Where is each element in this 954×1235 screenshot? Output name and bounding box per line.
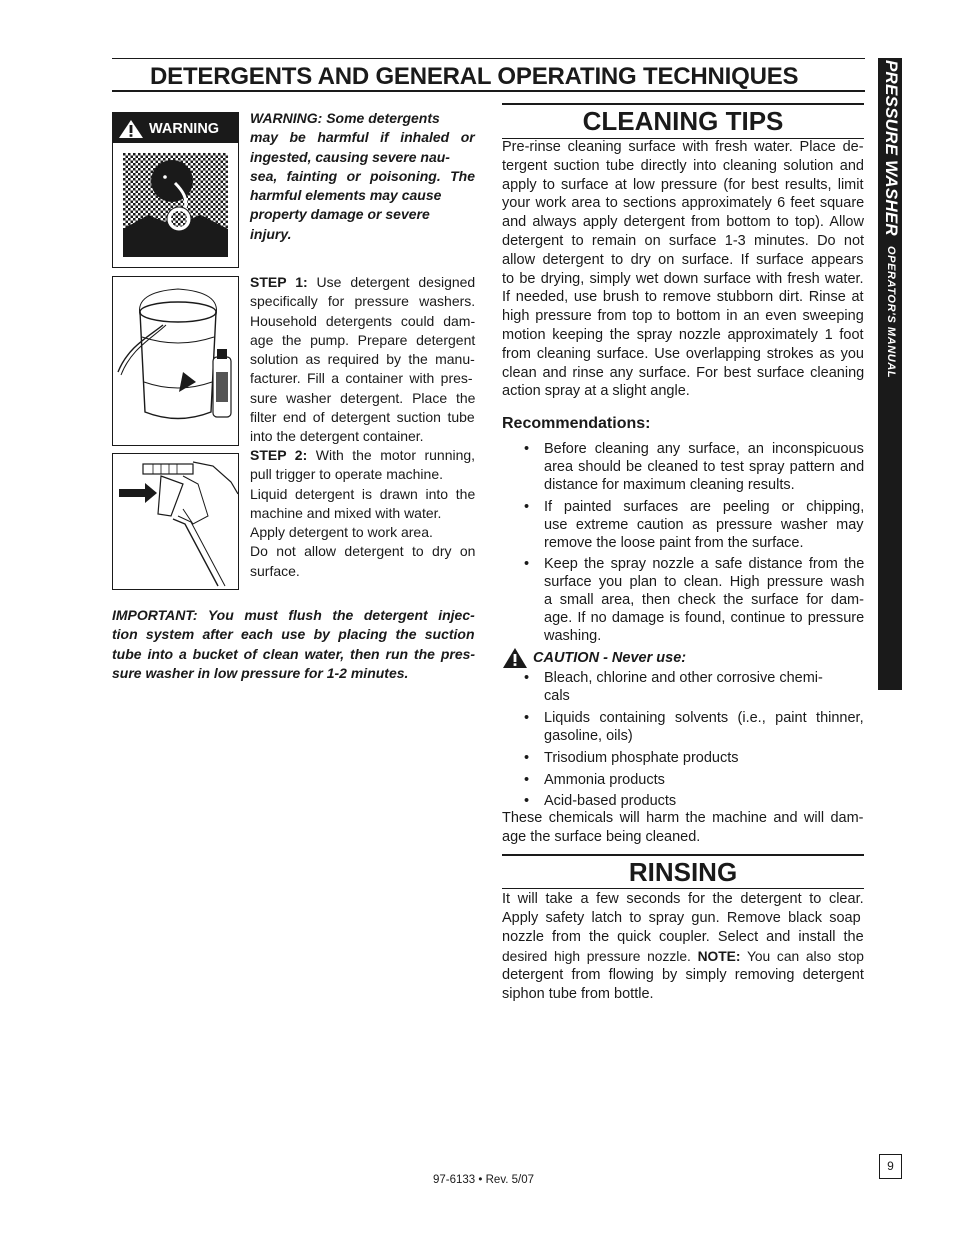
cleaning-tips-line: from cleaning surface. Use overlapping strokes as you xyxy=(502,345,864,362)
step-2-line: Do not allow detergent to dry on xyxy=(250,543,476,560)
spray-gun-illustration xyxy=(112,453,239,590)
list-item-line: surface you plan to clean. High pressure wash xyxy=(544,574,865,591)
list-item-line: a small area, then check the surface for dam- xyxy=(544,592,864,609)
list-item-line: cals xyxy=(544,687,570,704)
step-1-label: STEP 1: xyxy=(250,274,308,290)
step-1-text xyxy=(250,273,475,447)
list-item: • Ammonia products xyxy=(520,772,864,790)
spray-gun-icon xyxy=(113,454,238,589)
note-label: NOTE: xyxy=(697,949,741,964)
step-1-line: Use detergent designed xyxy=(307,274,476,290)
rinsing-line: desired high pressure nozzle. xyxy=(502,949,698,964)
step-2-line: Liquid detergent is drawn into the xyxy=(250,485,476,502)
warning-line: may be harmful if inhaled or xyxy=(250,129,475,146)
rinsing-line: detergent from flowing by simply removing detergent xyxy=(502,967,864,983)
side-tab-subtitle: OPERATOR'S MANUAL xyxy=(885,245,897,379)
list-item-line: use extreme caution as pressure washer may xyxy=(544,516,864,533)
rinsing-line: It will take a few seconds for the detergent to clear. xyxy=(502,891,864,907)
list-item: • Acid-based products xyxy=(520,793,864,811)
rinsing-line: siphon tube from bottle. xyxy=(502,986,654,1002)
cleaning-tips-line: your work area to sections approximately 6 feet square xyxy=(502,195,865,212)
chemicals-warning-text xyxy=(502,809,864,847)
cleaning-tips-line: Pre-rinse cleaning surface with fresh water. Place de- xyxy=(502,139,864,155)
step-2-label: STEP 2: xyxy=(250,447,308,463)
inhalation-hazard-icon xyxy=(113,143,238,267)
list-item-line: area should be cleaned to test spray pattern and xyxy=(544,458,865,475)
list-item-line: Bleach, chlorine and other corrosive chemi- xyxy=(544,670,823,686)
list-item: • Keep the spray nozzle a safe distance from the surface you plan to clean. High pressure wash a small area, then check the surface for dam- age. If no damage is found, continue to pressure washing. xyxy=(524,556,865,645)
list-item-line: If painted surfaces are peeling or chipping, xyxy=(544,498,865,515)
warning-pictogram xyxy=(112,112,239,268)
step-2-text xyxy=(250,446,475,581)
detergent-bucket-illustration xyxy=(112,276,239,446)
list-item-line: age. If no damage is found, continue to pressure xyxy=(544,610,865,627)
list-item: • If painted surfaces are peeling or chipping, use extreme caution as pressure washer may remove the loose paint from the surface. xyxy=(524,498,865,551)
rinsing-line: You can also stop xyxy=(740,949,864,964)
cleaning-tips-line: detergent to remain on surface 1-3 minutes. Do not xyxy=(502,232,865,249)
cleaning-tips-line: allow detergent to dry on surface. If surface appears xyxy=(502,251,864,268)
list-item-line: washing. xyxy=(544,628,602,645)
warning-line: ingested, causing severe nau- xyxy=(250,148,450,165)
list-item-line: Trisodium phosphate products xyxy=(544,749,739,766)
step-2-line: With the motor running, xyxy=(307,447,476,463)
caution-label: CAUTION - Never use: xyxy=(533,650,687,666)
list-item-line: distance for maximum cleaning results. xyxy=(544,476,795,493)
list-item-line: Before cleaning any surface, an inconspicuous xyxy=(544,441,864,457)
step-2-line: machine and mixed with water. xyxy=(250,504,442,521)
step-2-line: Apply detergent to work area. xyxy=(250,524,433,541)
warning-label xyxy=(113,113,238,143)
page-heading xyxy=(112,58,865,92)
cleaning-tips-text xyxy=(502,138,864,401)
rinsing-heading: RINSING xyxy=(502,854,864,889)
important-line: tion system after each use by placing the suction xyxy=(112,626,475,643)
list-item: • Liquids containing solvents (i.e., paint thinner, gasoline, oils) xyxy=(524,709,864,744)
step-2-line: pull trigger to operate machine. xyxy=(250,466,443,483)
step-1-line: solution as required by the manu- xyxy=(250,351,475,368)
step-1-line: age the pump. Prepare detergent xyxy=(250,331,476,348)
rinsing-line: Apply safety latch to spray gun. Remove black soap xyxy=(502,910,861,926)
cleaning-tips-line: high pressure from top to bottom in an even sweeping xyxy=(502,308,864,325)
step-1-line: into the detergent container. xyxy=(250,428,424,445)
rinsing-line: nozzle from the quick coupler. Select and install the xyxy=(502,929,864,945)
important-line: sure washer in low pressure for 1-2 minutes. xyxy=(112,664,409,681)
warning-text xyxy=(250,109,475,244)
cleaning-tips-line: action spray at a slight angle. xyxy=(502,383,690,400)
side-tab xyxy=(878,58,902,690)
list-item: • Before cleaning any surface, an inconspicuous area should be cleaned to test spray pattern and distance for maximum cleaning results. xyxy=(524,441,865,493)
cleaning-tips-line: clean and rinse any surface. For best surface cleaning xyxy=(502,364,865,381)
warning-line: property damage or severe xyxy=(250,206,430,223)
bucket-icon xyxy=(113,277,238,445)
list-item-line: gasoline, oils) xyxy=(544,727,633,744)
caution-list xyxy=(520,670,864,811)
list-item-line: remove the loose paint from the surface. xyxy=(544,534,804,551)
cleaning-tips-line: motion keeping the spray nozzle approximately 1 foot xyxy=(502,326,864,343)
cleaning-tips-line: and always apply detergent from bottom to top). Allow xyxy=(502,214,864,231)
important-line: tube into a bucket of clean water, then run the pres- xyxy=(112,645,476,662)
warning-line: sea, fainting or poisoning. The xyxy=(250,167,476,184)
warning-line: injury. xyxy=(250,225,292,242)
step-1-line: filter end of detergent suction tube xyxy=(250,409,475,426)
step-1-line: sure washer detergent. Place the xyxy=(250,389,476,406)
page-number: 9 xyxy=(879,1154,902,1179)
warning-line: harmful elements may cause xyxy=(250,187,442,204)
warning-line: WARNING: Some detergents xyxy=(250,110,440,126)
important-line: IMPORTANT: You must flush the detergent injec- xyxy=(112,607,475,623)
step-1-line: Household detergents could dam- xyxy=(250,312,476,329)
step-1-line: specifically for pressure washers. xyxy=(250,293,476,310)
warning-label-text: WARNING xyxy=(149,121,220,137)
important-note xyxy=(112,606,475,683)
list-item-line: Acid-based products xyxy=(544,793,677,810)
side-tab-title: PRESSURE WASHER xyxy=(882,60,901,236)
document-reference: 97-6133 • Rev. 5/07 xyxy=(433,1174,534,1186)
page-title: DETERGENTS AND GENERAL OPERATING TECHNIQUES xyxy=(150,63,799,90)
cleaning-tips-heading: CLEANING TIPS xyxy=(502,103,864,139)
step-1-line: facturer. Fill a container with pres- xyxy=(250,370,473,387)
warning-triangle-icon xyxy=(118,119,144,139)
list-item: • Trisodium phosphate products xyxy=(520,750,864,768)
cleaning-tips-line: to be drying, simply wet down surface with fresh water. xyxy=(502,270,864,287)
chemicals-line: These chemicals will harm the machine and will dam- xyxy=(502,810,864,826)
cleaning-tips-line: apply to surface at low pressure (for best results, limit xyxy=(502,176,864,193)
list-item-line: Ammonia products xyxy=(544,771,665,788)
list-item-line: Keep the spray nozzle a safe distance from the xyxy=(544,556,865,573)
rinsing-text xyxy=(502,890,864,1004)
recommendations-heading: Recommendations: xyxy=(502,415,651,432)
caution-triangle-icon xyxy=(502,647,528,669)
list-item-line: Liquids containing solvents (i.e., paint thinner, xyxy=(544,709,864,726)
chemicals-line: age the surface being cleaned. xyxy=(502,829,701,845)
cleaning-tips-line: If needed, use brush to remove stubborn dirt. Rinse at xyxy=(502,289,864,306)
list-item: • Bleach, chlorine and other corrosive chemi- cals xyxy=(520,670,864,706)
cleaning-tips-line: tergent suction tube directly into cleaning solution and xyxy=(502,157,864,174)
step-2-line: surface. xyxy=(250,562,300,579)
recommendations-list xyxy=(520,441,864,646)
